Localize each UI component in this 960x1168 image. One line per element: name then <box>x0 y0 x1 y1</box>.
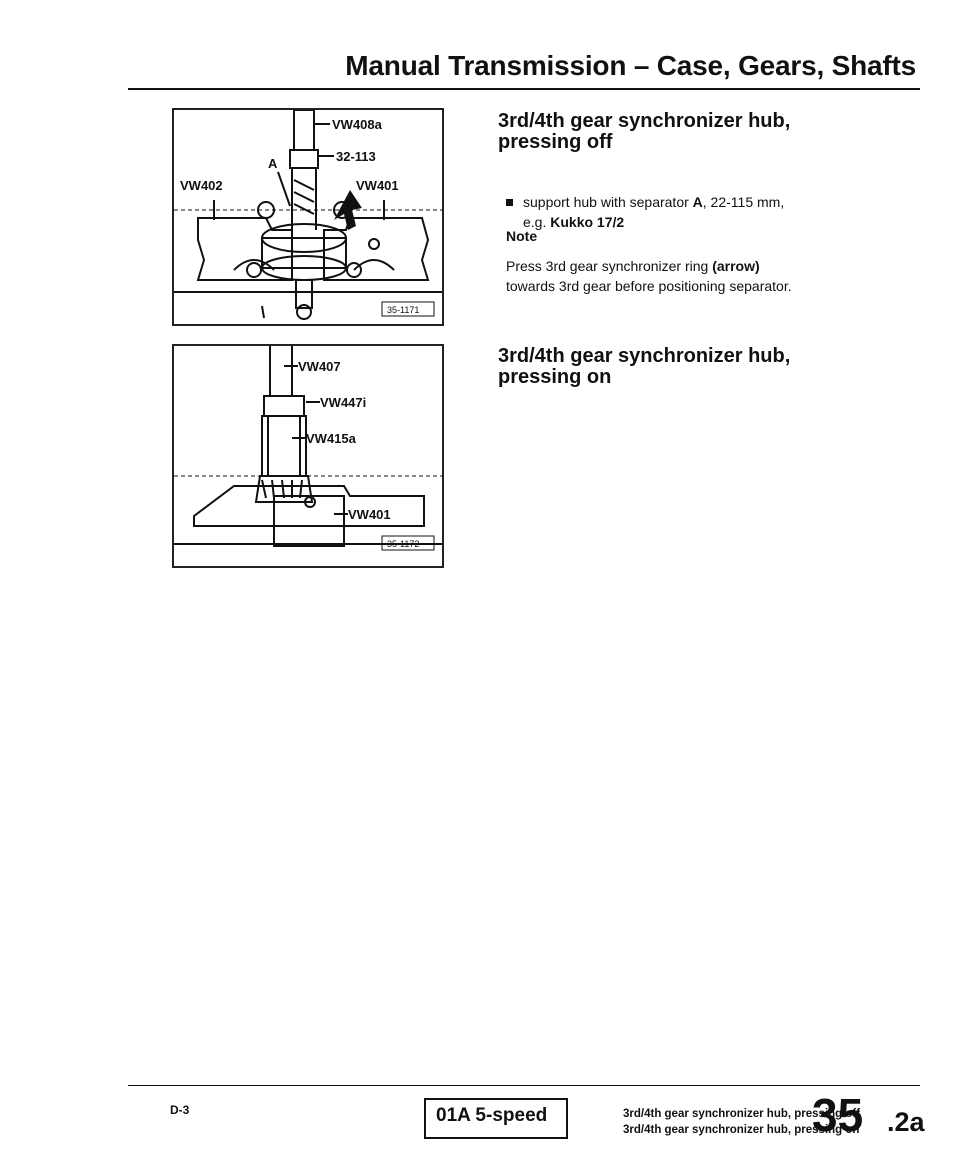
bullet-bold-a: A <box>692 194 703 210</box>
header-rule <box>128 88 920 90</box>
callout-vw408a: VW408a <box>332 117 382 132</box>
section-title-line: pressing off <box>498 131 613 153</box>
figure-ref-number: 35-1172 <box>387 539 420 549</box>
figure-pressing-on <box>172 344 444 568</box>
figure-pressing-off <box>172 108 444 326</box>
note-label: Note <box>506 228 538 244</box>
footer-rule <box>128 1085 920 1086</box>
section-title-pressing-on <box>498 346 898 388</box>
note-text <box>506 256 886 296</box>
instruction-bullet <box>506 192 886 232</box>
footer-topic: 3rd/4th gear synchronizer hub, pressing off <box>623 1108 861 1120</box>
bullet-icon <box>506 199 513 206</box>
note-arrow-ref: (arrow) <box>712 258 760 274</box>
section-title-line: 3rd/4th gear synchronizer hub, <box>498 110 791 132</box>
page-number: 35 <box>812 1089 864 1141</box>
callout-vw402: VW402 <box>180 178 223 193</box>
illustration-press-on <box>174 346 442 566</box>
tool-name: Kukko 17/2 <box>550 214 625 230</box>
page-title: Manual Transmission – Case, Gears, Shafts <box>345 50 916 81</box>
callout-vw401: VW401 <box>348 507 391 522</box>
edition-label: 01A 5-speed <box>436 1105 548 1126</box>
callout-vw401: VW401 <box>356 178 399 193</box>
section-title-line: pressing on <box>498 366 612 388</box>
callout-vw447i: VW447i <box>320 395 367 410</box>
section-title-line: 3rd/4th gear synchronizer hub, <box>498 345 791 367</box>
illustration-separator-press <box>174 110 442 324</box>
bullet-text-mid: , 22-115 mm, <box>702 194 785 210</box>
section-title-pressing-off <box>498 111 898 153</box>
note-text-line2: towards 3rd gear before positioning separator. <box>506 278 792 294</box>
page-code: D-3 <box>170 1103 190 1117</box>
callout-vw415a: VW415a <box>306 431 356 446</box>
callout-vw407: VW407 <box>298 359 341 374</box>
page-number-suffix: .2a <box>887 1107 925 1137</box>
figure-ref-number: 35-1171 <box>387 305 420 315</box>
bullet-text-line2: e.g. <box>523 214 551 230</box>
callout-32-113: 32-113 <box>336 149 376 164</box>
note-text-line1: Press 3rd gear synchronizer ring <box>506 258 713 274</box>
callout-a: A <box>268 156 278 171</box>
footer-topic: 3rd/4th gear synchronizer hub, pressing on <box>623 1124 860 1136</box>
bullet-text: support hub with separator <box>523 194 693 210</box>
